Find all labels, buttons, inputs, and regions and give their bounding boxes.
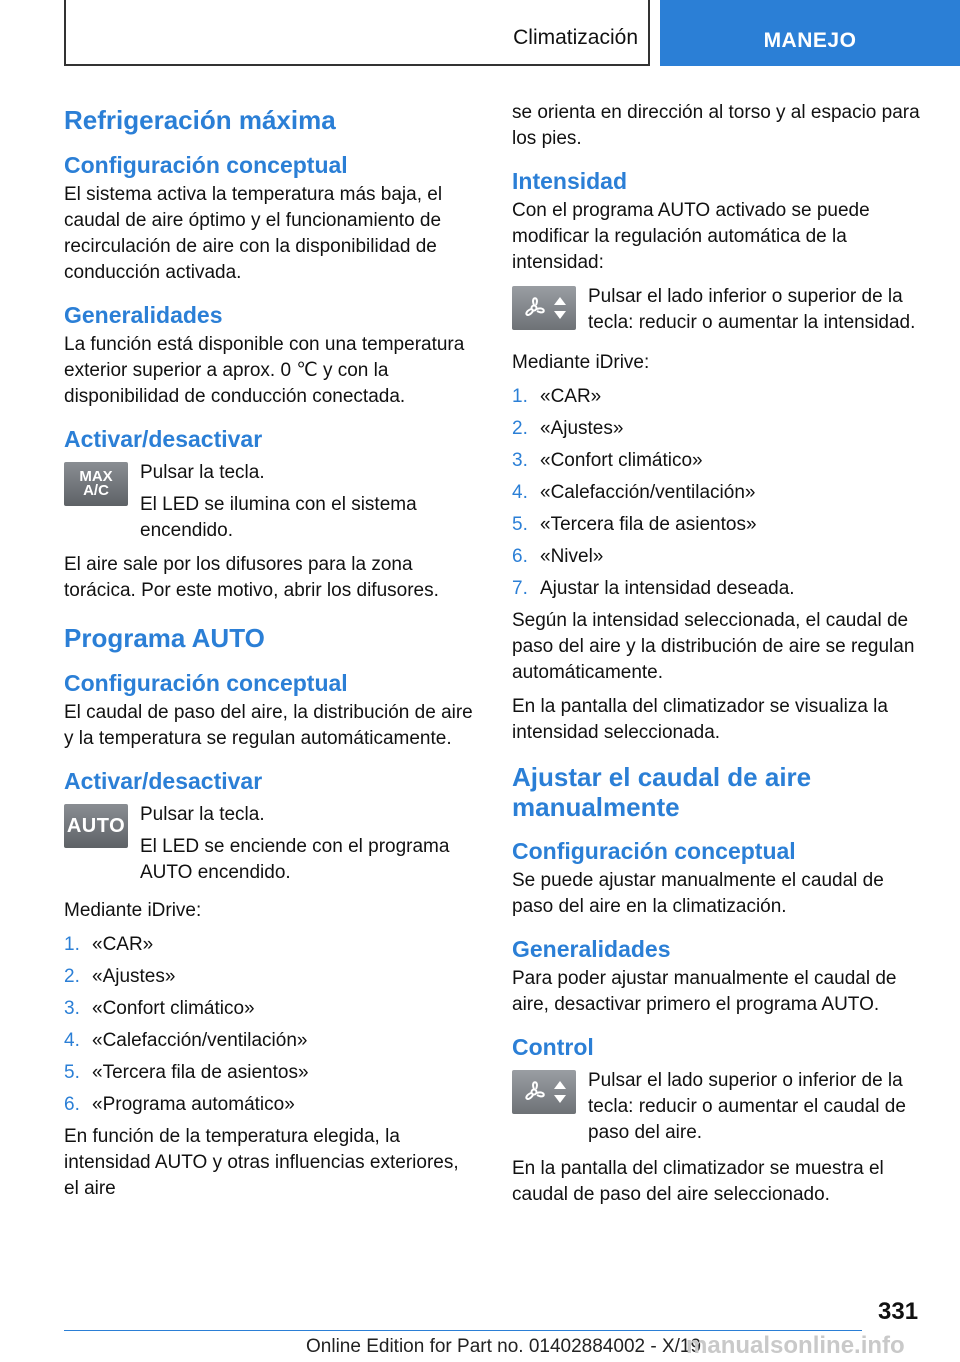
- heading-concept: Configuración conceptual: [64, 152, 348, 178]
- heading-toggle: Activar/desactivar: [64, 768, 263, 794]
- key-instruction: [512, 284, 926, 340]
- key-label: MAX: [79, 468, 113, 485]
- paragraph: Según la intensidad seleccionada, el caudal de paso del aire y la distribución de aire se regulan automáticamente.: [512, 610, 915, 683]
- paragraph: se orienta en dirección al torso y al espacio para los pies.: [512, 102, 920, 149]
- paragraph: Mediante iDrive:: [512, 352, 650, 373]
- heading-control: Control: [512, 1034, 594, 1060]
- paragraph: En función de la temperatura elegida, la intensidad AUTO y otras influencias exteriores, el aire: [64, 1126, 459, 1199]
- list-item: 6. «Programa automático»: [64, 1094, 295, 1115]
- idrive-steps-list: [64, 932, 478, 1118]
- fan-key-icon: [512, 286, 576, 330]
- paragraph: El caudal de paso del aire, la distribución de aire y la temperatura se regulan automáticamente.: [64, 702, 473, 749]
- fan-arrows-icon: [514, 1072, 574, 1112]
- paragraph: La función está disponible con una temperatura exterior superior a aprox. 0 ℃ y con la disponibilidad de conducción conectada.: [64, 334, 465, 407]
- paragraph: Pulsar el lado superior o inferior de la tecla: reducir o aumentar el caudal de paso del aire.: [588, 1070, 906, 1143]
- list-item: 3. «Confort climático»: [64, 998, 255, 1019]
- heading-intensity: Intensidad: [512, 168, 628, 194]
- paragraph: El aire sale por los difusores para la zona torácica. Por este motivo, abrir los difusores.: [64, 554, 439, 601]
- section-title: Climatización: [513, 26, 638, 49]
- key-instruction: [64, 802, 478, 858]
- paragraph: El LED se enciende con el programa AUTO encendido.: [140, 836, 450, 883]
- key-label: AUTO: [66, 815, 126, 837]
- paragraph: En la pantalla del climatizador se muestra el caudal de paso del aire seleccionado.: [512, 1158, 884, 1205]
- page-header: [64, 0, 960, 66]
- list-item: 5. «Tercera fila de asientos»: [64, 1062, 309, 1083]
- idrive-steps-list: [512, 384, 926, 602]
- paragraph: Para poder ajustar manualmente el caudal de aire, desactivar primero el programa AUTO.: [512, 968, 897, 1015]
- list-item: 2. «Ajustes»: [64, 966, 176, 987]
- left-column: [64, 100, 478, 1210]
- list-item: 5. «Tercera fila de asientos»: [512, 514, 757, 535]
- list-item: 1. «CAR»: [512, 386, 602, 407]
- fan-arrows-icon: [514, 288, 574, 328]
- right-column: [512, 100, 926, 1216]
- heading-toggle: Activar/desactivar: [64, 426, 263, 452]
- list-item: 4. «Calefacción/ventilación»: [64, 1030, 308, 1051]
- list-item: 3. «Confort climático»: [512, 450, 703, 471]
- heading-concept: Configuración conceptual: [64, 670, 348, 696]
- heading-auto-program: Programa AUTO: [64, 623, 265, 653]
- auto-key-icon: [64, 804, 128, 848]
- heading-concept: Configuración conceptual: [512, 838, 796, 864]
- key-label: A/C: [83, 482, 109, 499]
- paragraph: Se puede ajustar manualmente el caudal de paso del aire en la climatización.: [512, 870, 884, 917]
- list-item: 6. «Nivel»: [512, 546, 604, 567]
- heading-general: Generalidades: [512, 936, 671, 962]
- footer-edition: Online Edition for Part no. 01402884002 - X/19: [306, 1336, 702, 1357]
- watermark-site: manualsonline.info: [686, 1332, 905, 1359]
- paragraph: Pulsar la tecla.: [140, 462, 265, 483]
- paragraph: El sistema activa la temperatura más baja, el caudal de aire óptimo y el funcionamiento de recirculación de aire con la disponibilidad de conducción activada.: [64, 184, 443, 283]
- max-ac-key-icon: [64, 462, 128, 506]
- chapter-tab[interactable]: MANEJO: [660, 0, 960, 66]
- list-item: 2. «Ajustes»: [512, 418, 624, 439]
- heading-max-cooling: Refrigeración máxima: [64, 105, 336, 135]
- key-instruction: [512, 1068, 926, 1146]
- key-instruction: [64, 460, 478, 516]
- list-item: 1. «CAR»: [64, 934, 154, 955]
- fan-key-icon: [512, 1070, 576, 1114]
- heading-general: Generalidades: [64, 302, 223, 328]
- list-item: 7. Ajustar la intensidad deseada.: [512, 578, 795, 599]
- list-item: 4. «Calefacción/ventilación»: [512, 482, 756, 503]
- paragraph: Mediante iDrive:: [64, 900, 202, 921]
- footer-divider: [64, 1330, 862, 1331]
- paragraph: Pulsar la tecla.: [140, 804, 265, 825]
- heading-manual-airflow: Ajustar el caudal de aire manualmente: [512, 762, 812, 822]
- paragraph: Pulsar el lado inferior o superior de la tecla: reducir o aumentar la intensidad.: [588, 286, 916, 333]
- paragraph: El LED se ilumina con el sistema encendido.: [140, 494, 417, 541]
- paragraph: En la pantalla del climatizador se visualiza la intensidad seleccionada.: [512, 696, 888, 743]
- paragraph: Con el programa AUTO activado se puede modificar la regulación automática de la intensidad:: [512, 200, 870, 273]
- page-number: 331: [878, 1298, 919, 1325]
